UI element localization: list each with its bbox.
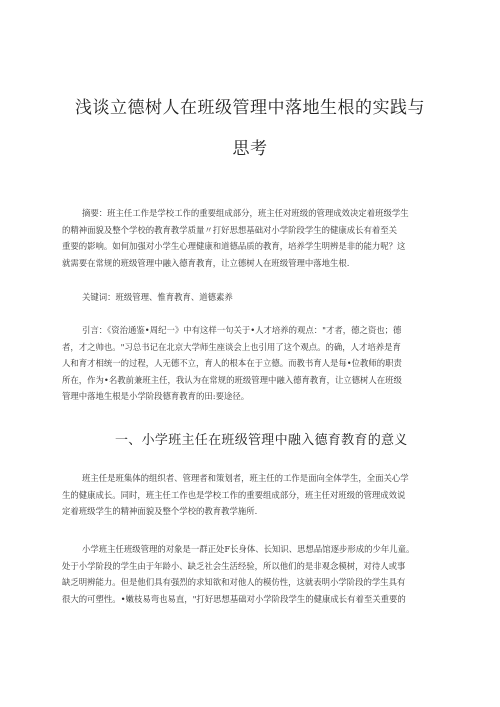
introduction-paragraph — [62, 322, 440, 405]
keywords-line: 关键词：班级管理、惟育教育、道德素养 — [82, 292, 233, 302]
intro-line: 引言：《资治通鉴•周纪一》中有这样一句关于•人才培养的观点："才者，德之资也；德 — [82, 325, 402, 335]
body-line: 班主任是班集体的组织者、管理者和策划者，班主任的工作是面向全体学生，全面关心学 — [82, 473, 409, 483]
abstract-paragraph — [62, 205, 440, 271]
abstract-line: 重要的影响。如何加强对小学生心理健康和道德品质的教育，培养学生明辨是非的能力呢？这 — [62, 241, 406, 252]
section-1-paragraph-1 — [62, 470, 440, 520]
body-line: 缺乏明辨能力。但是他们具有强烈的求知欲和对他人的模仿性，这就表明小学阶段的学生具有 — [62, 577, 406, 588]
abstract-line: 的精神面貌及整个学校的教育教学质量〃打好思想基础对小学阶段学生的健康成长有着至关 — [62, 224, 397, 235]
body-line: 小学班主任班级管理的对象是一群正处F长身体、长知识、思想品馆逐步形成的少年儿童。 — [82, 544, 415, 554]
intro-line: 者，才之帅也。"习总书记在北京大学师生座谈会上也引用了这个观点。的确，人才培养是育 — [62, 341, 401, 352]
body-line: 处于小学阶段的学生由于年龄小、缺乏社会生活经验，所以他们的是非观念模树，对待人或事 — [62, 560, 406, 571]
intro-line: 管理中落地生根是小学阶段德育教育的田:要途径。 — [62, 391, 250, 402]
keywords-paragraph — [62, 289, 440, 306]
section-1-heading: 一、小学班主任在班级管理中融入德育教育的意义 — [115, 433, 408, 448]
abstract-line: 摘要：班主任工作是学校工作的重要组成部分，班主任对班级的管理成效决定着班级学生 — [82, 208, 409, 218]
section-1-paragraph-2 — [62, 541, 440, 607]
paper-title-line-1: 浅谈立德树人在班级管理中落地生根的实践与 — [75, 98, 425, 118]
body-line: 定着班级学生的精神面貌及整个学校的教育教学施所. — [62, 506, 258, 517]
paper-title-line-2: 思考 — [232, 139, 268, 159]
body-line: 生的健康成长。同时，班主任工作也是学校工作的重要组成部分，班主任对班级的管理成效说 — [62, 489, 406, 500]
abstract-line: 就需要在常规的班级管理中融入德育教育，让立德树人在班级管理中落地生根. — [62, 257, 350, 268]
intro-line: 人和育才相统一的过程，人无德不立，育人的根本在于立德。而教书育人是每•位教师的职责 — [62, 358, 402, 369]
intro-line: 所在，作为•名教前兼班主任，我认为在常规的班级管理中融入德育教育，让立德树人在班级 — [62, 374, 402, 385]
body-line: 很大的可塑性。•嫩枝易弯也易直，"打好思想基础对小学阶段学生的健康成长有着至关重要的 — [62, 593, 406, 604]
